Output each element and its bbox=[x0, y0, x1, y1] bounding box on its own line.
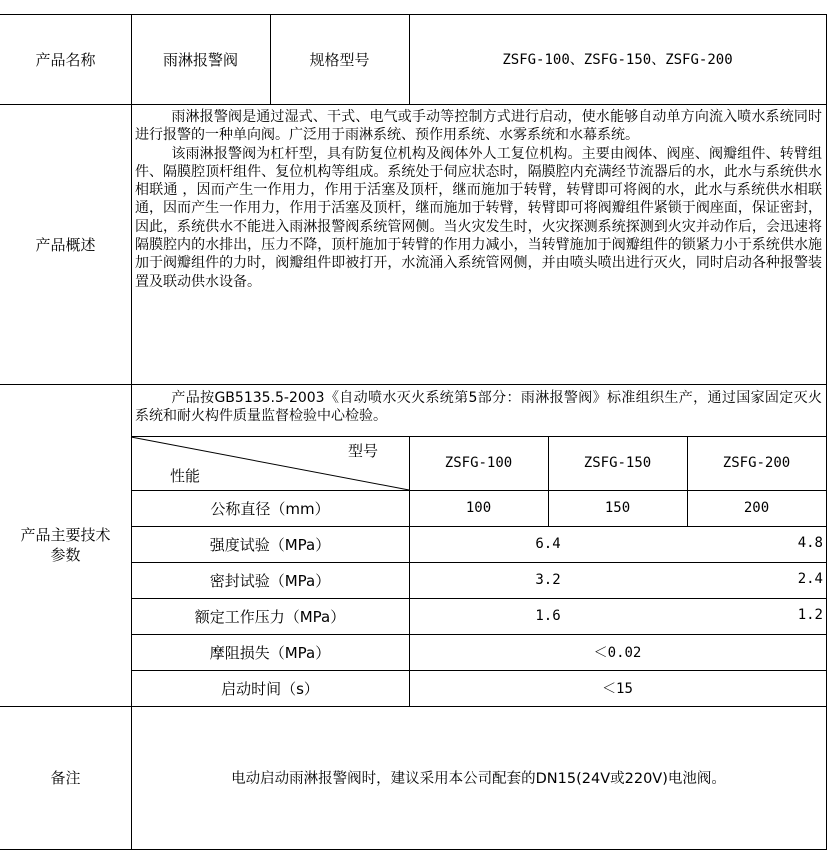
overview-label: 产品概述 bbox=[35, 235, 96, 254]
remark-text: 电动启动雨淋报警阀时，建议采用本公司配套的DN15(24V或220V)电池阀。 bbox=[231, 771, 726, 787]
nominal-diameter-100: 100 bbox=[465, 500, 492, 516]
nominal-diameter-200: 200 bbox=[743, 500, 770, 516]
seal-test-value: 3.2 bbox=[535, 572, 561, 588]
product-name-value: 雨淋报警阀 bbox=[162, 50, 238, 69]
model-col-200: ZSFG-200 bbox=[722, 455, 791, 471]
strength-test-value: 6.4 bbox=[535, 536, 561, 552]
params-label-text: 产品主要技术参数 bbox=[20, 526, 111, 564]
rated-pressure-value-200: 1.2 bbox=[797, 607, 823, 623]
seal-test-value-200: 2.4 bbox=[797, 571, 823, 587]
seal-test-label: 密封试验（MPa） bbox=[209, 571, 331, 590]
model-label: 规格型号 bbox=[309, 50, 370, 69]
startup-time-value: ＜15 bbox=[602, 681, 633, 697]
friction-loss-value: ＜0.02 bbox=[593, 645, 642, 661]
nominal-diameter-label: 公称直径（mm） bbox=[210, 499, 330, 518]
corner-model-label: 型号 bbox=[347, 441, 378, 460]
strength-test-label: 强度试验（MPa） bbox=[209, 535, 331, 554]
model-col-150: ZSFG-150 bbox=[583, 455, 652, 471]
friction-loss-label: 摩阻损失（MPa） bbox=[209, 643, 331, 662]
overview-paragraph: 雨淋报警阀是通过湿式、干式、电气或手动等控制方式进行启动，使水能够自动单方向流入喷水系统同时进行报警的一种单向阀。广泛用于雨淋系统、预作用系统、水雾系统和水幕系统。 bbox=[135, 109, 822, 144]
strength-test-value-200: 4.8 bbox=[797, 535, 823, 551]
remark-label: 备注 bbox=[50, 769, 81, 787]
model-value: ZSFG-100、ZSFG-150、ZSFG-200 bbox=[502, 52, 733, 68]
nominal-diameter-150: 150 bbox=[604, 500, 631, 516]
rated-pressure-value: 1.6 bbox=[535, 608, 561, 624]
corner-performance-label: 性能 bbox=[169, 466, 200, 485]
startup-time-label: 启动时间（s） bbox=[221, 679, 319, 698]
model-col-100: ZSFG-100 bbox=[444, 455, 513, 471]
rated-pressure-label: 额定工作压力（MPa） bbox=[194, 607, 346, 626]
product-name-label: 产品名称 bbox=[35, 50, 96, 69]
params-intro: 产品按GB5135.5-2003《自动喷水灭火系统第5部分：雨淋报警阀》标准组织生产，通过国家固定灭火系统和耐火构件质量监督检验中心检验。 bbox=[135, 390, 822, 425]
overview-paragraph: 该雨淋报警阀为杠杆型，具有防复位机构及阀体外人工复位机构。主要由阀体、阀座、阀瓣组件、转臂组件、隔膜腔顶杆组件、复位机构等组成。系统处于伺应状态时，隔膜腔内充满经节流器后的水，此水与系统供水相联通 ，因而产生一作用力，作用于活塞及顶杆，继而施加于转臂，转臂即可将阀的水，此水与系统供水相联通，因而产生一作用力，作用于活塞及顶杆，继而施加于转臂，转臂即可将阀瓣组件紧锁于阀座面，保证密封，因此，系统供水不能进入雨淋报警阀系统管网侧。当火灾发生时，火灾探测系统探测到火灾并动作后，会迅速将隔膜腔内的水排出，压力不降，顶杆施加于转臂的作用力减小，当转臂施加于阀瓣组件的锁紧力小于系统供水施加于阀瓣组件的力时，阀瓣组件即被打开，水流涌入系统管网侧，并由喷头喷出进行灭火，同时启动各种报警装置及联动供水设备。 bbox=[135, 145, 822, 290]
